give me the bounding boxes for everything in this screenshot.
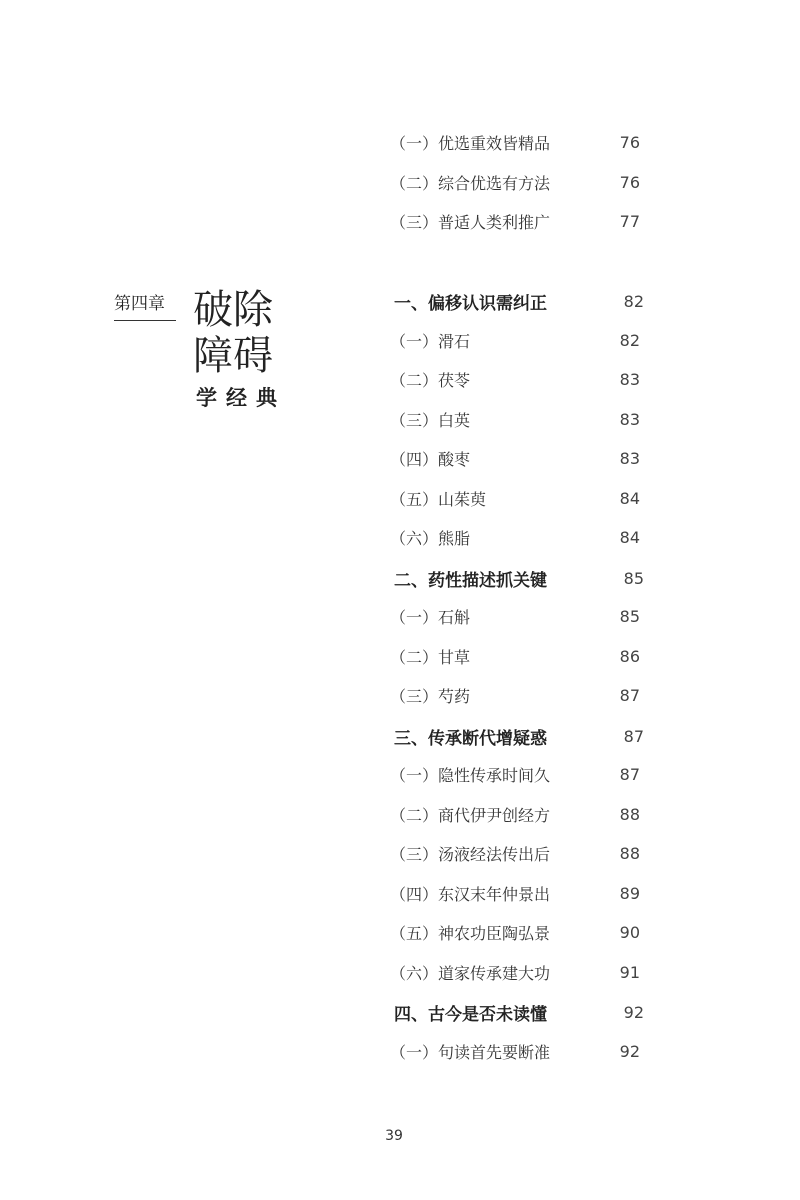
toc-entry-label: （一）滑石 xyxy=(390,331,471,351)
toc-entry-label: （一）隐性传承时间久 xyxy=(390,765,551,785)
toc-entry-page: 92 xyxy=(619,1041,640,1061)
page-number: 39 xyxy=(385,1128,403,1144)
toc-section[interactable] xyxy=(394,566,644,590)
toc-entry-label: （六）道家传承建大功 xyxy=(390,963,551,983)
toc-entry-label: （二）综合优选有方法 xyxy=(390,173,551,193)
toc-entry-page: 92 xyxy=(623,1002,644,1022)
toc-entry-page: 87 xyxy=(619,685,640,705)
chapter-subtitle: 学经典 xyxy=(196,385,286,410)
toc-entry[interactable] xyxy=(390,170,640,194)
toc-entry-page: 84 xyxy=(619,527,640,547)
toc-entry[interactable] xyxy=(390,960,640,984)
toc-entry[interactable] xyxy=(390,525,640,549)
toc-entry-page: 83 xyxy=(619,448,640,468)
toc-section-label: 三、传承断代增疑惑 xyxy=(394,728,547,749)
toc-entry-label: （五）神农功臣陶弘景 xyxy=(390,923,551,943)
toc-entry-page: 91 xyxy=(619,962,640,982)
toc-entry-label: （五）山茱萸 xyxy=(390,489,487,509)
toc-entry[interactable] xyxy=(390,407,640,431)
toc-entry-label: （六）熊脂 xyxy=(390,528,471,548)
toc-entry-page: 90 xyxy=(619,922,640,942)
toc-entry-page: 86 xyxy=(619,646,640,666)
toc-entry-page: 84 xyxy=(619,488,640,508)
toc-entry-label: （一）石斛 xyxy=(390,607,471,627)
toc-section-label: 二、药性描述抓关键 xyxy=(394,570,547,591)
toc-entry-label: （二）甘草 xyxy=(390,647,471,667)
toc-section[interactable] xyxy=(394,1000,644,1024)
toc-entry[interactable] xyxy=(390,328,640,352)
toc-entry-page: 83 xyxy=(619,409,640,429)
toc-entry[interactable] xyxy=(390,683,640,707)
toc-entry-page: 76 xyxy=(619,132,640,152)
toc-entry[interactable] xyxy=(390,920,640,944)
toc-entry-page: 88 xyxy=(619,843,640,863)
toc-entry-page: 77 xyxy=(619,211,640,231)
toc-entry-page: 88 xyxy=(619,804,640,824)
toc-section[interactable] xyxy=(394,289,644,313)
toc-entry-page: 85 xyxy=(619,606,640,626)
chapter-title-line-1: 破除 xyxy=(193,287,273,333)
toc-entry[interactable] xyxy=(390,762,640,786)
toc-entry-label: （一）优选重效皆精品 xyxy=(390,133,551,153)
chapter-title xyxy=(193,287,273,379)
toc-entry-page: 76 xyxy=(619,172,640,192)
toc-entry-label: （三）芍药 xyxy=(390,686,471,706)
toc-entry[interactable] xyxy=(390,841,640,865)
toc-entry-page: 89 xyxy=(619,883,640,903)
chapter-label: 第四章 xyxy=(114,289,176,321)
toc-entry-page: 87 xyxy=(619,764,640,784)
toc-entry[interactable] xyxy=(390,604,640,628)
toc-entry-page: 87 xyxy=(623,726,644,746)
toc-entry-page: 83 xyxy=(619,369,640,389)
toc-entry[interactable] xyxy=(390,881,640,905)
toc-entry-label: （三）汤液经法传出后 xyxy=(390,844,551,864)
toc-entry[interactable] xyxy=(390,802,640,826)
toc-entry-label: （四）酸枣 xyxy=(390,449,471,469)
toc-entry-label: （三）白英 xyxy=(390,410,471,430)
toc-entry-page: 85 xyxy=(623,568,644,588)
toc-section-label: 四、古今是否未读懂 xyxy=(394,1004,547,1025)
toc-entry-page: 82 xyxy=(623,291,644,311)
toc-entry-label: （一）句读首先要断准 xyxy=(390,1042,551,1062)
toc-entry[interactable] xyxy=(390,644,640,668)
toc-entry-label: （四）东汉末年仲景出 xyxy=(390,884,551,904)
toc-entry[interactable] xyxy=(390,1039,640,1063)
toc-section-label: 一、偏移认识需纠正 xyxy=(394,293,547,314)
toc-entry[interactable] xyxy=(390,209,640,233)
toc-entry-label: （三）普适人类利推广 xyxy=(390,212,551,232)
toc-entry-page: 82 xyxy=(619,330,640,350)
toc-entry[interactable] xyxy=(390,446,640,470)
toc-entry[interactable] xyxy=(390,130,640,154)
toc-section[interactable] xyxy=(394,724,644,748)
toc-entry[interactable] xyxy=(390,367,640,391)
toc-entry[interactable] xyxy=(390,486,640,510)
toc-entry-label: （二）茯苓 xyxy=(390,370,471,390)
toc-entry-label: （二）商代伊尹创经方 xyxy=(390,805,551,825)
chapter-title-line-2: 障碍 xyxy=(193,333,273,379)
